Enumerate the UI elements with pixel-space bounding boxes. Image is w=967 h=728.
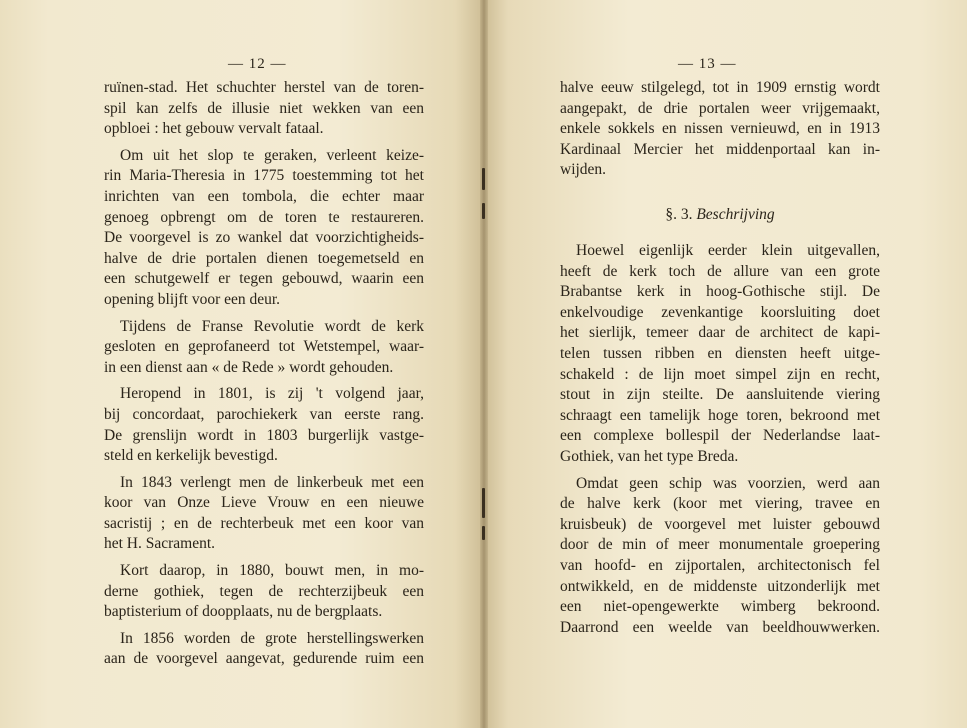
text-line: van hoofd- en zijportalen, architectonisch fel [560,556,880,574]
text-line: enkele sokkels en nissen vernieuwd, en in 1913 [560,120,880,138]
left-page-text [104,78,424,670]
text-line: aangepakt, de drie portalen weer vrijgemaakt, [560,99,880,117]
text-line: heeft de kerk toch de allure van een grote [560,262,880,280]
text-line: schakeld : de lijn moet simpel zijn en recht, [560,365,880,383]
text-line: Gothiek, van het type Breda. [560,447,739,465]
text-line: baptisterium of doopplaats, nu de bergplaats. [104,603,383,621]
paragraph [104,146,424,311]
text-line: inrichten van een tombola, die echter maar [104,187,424,205]
text-line: door de min of meer monumentale groepering [560,536,880,554]
text-line: De voorgevel is zo wankel dat voorzichtigheids- [104,229,424,247]
text-line: telen tussen ribben en diensten heeft uitge- [560,344,880,362]
paragraph [104,561,424,623]
text-line: schraagt een tamelijk hoge toren, bekroond met [560,406,880,424]
text-line: Hoewel eigenlijk eerder klein uitgevallen, [576,242,880,259]
text-line: halve eeuw stilgelegd, tot in 1909 ernstig wordt [560,79,880,96]
text-line: wijden. [560,161,607,179]
text-line: ruïnen-stad. Het schuchter herstel van de toren- [104,79,424,96]
text-line: De grenslijn wordt in 1803 burgerlijk vastge- [104,426,424,444]
text-line: In 1843 verlengt men de linkerbeuk met een [120,473,424,491]
right-page-continuation-text [560,78,880,181]
text-line: Brabantse kerk in hoog-Gothische stijl. De [560,283,880,301]
text-line: enkelvoudige zevenkantige koorsluiting doet [560,303,880,321]
text-line: Daarrond een weelde van beeldhouwwerken. [560,618,880,636]
paragraph [104,629,424,670]
text-line: opening blijft voor een deur. [104,290,281,308]
text-line: in een dienst aan « de Rede » wordt gehouden. [104,358,394,376]
text-line: Om uit het slop te geraken, verleent keize- [120,146,424,164]
text-line: genoeg opbrengt om de toren te restaureren. [104,208,424,226]
text-line: opbloei : het gebouw vervalt fataal. [104,120,324,138]
binding-stitch [482,526,485,540]
book-gutter [480,0,488,728]
section-title: Beschrijving [696,206,775,223]
text-line: stout in zijn steilte. De aansluitende viering [560,386,880,404]
text-line: kruisbeuk) de voorgevel met luister gebouwd [560,515,880,533]
text-line: aan de voorgevel aangevat, gedurende ruim een [104,650,424,668]
text-line: In 1856 worden de grote herstellingswerken [120,629,424,647]
text-line: derne gothiek, tegen de rechterzijbeuk een [104,582,424,600]
text-line: ontwikkeld, en de middenste uitzonderlijk met [560,577,880,595]
binding-stitch [482,488,485,518]
text-line: halve de drie portalen dienen toegemetseld en [104,249,424,267]
paragraph [104,473,424,555]
paragraph [104,317,424,379]
text-line: koor van Onze Lieve Vrouw en een nieuwe [104,494,424,512]
text-line: een niet-opengewerkte wimberg bekroond. [560,598,880,616]
text-line: steld en kerkelijk bevestigd. [104,447,278,465]
binding-stitch [482,203,485,219]
text-line: Kardinaal Mercier het middenportaal kan in- [560,140,880,158]
text-line: Heropend in 1801, is zij 't volgend jaar, [120,385,424,403]
text-line: het H. Sacrament. [104,535,216,553]
section-heading [560,206,880,224]
paragraph [560,474,880,639]
binding-stitch [482,168,485,190]
right-page-body-text [560,241,880,638]
text-line: sacristij ; en de rechterbeuk met een koor van [104,514,424,532]
text-line: Omdat geen schip was voorzien, werd aan [576,474,880,492]
left-page-number: — 12 — [228,56,287,72]
text-line: een complexe bollespil der Nederlandse laat- [560,427,880,445]
text-line: Tijdens de Franse Revolutie wordt de kerk [120,317,424,335]
section-number: §. 3. [665,206,693,223]
paragraph [104,384,424,466]
text-line: rin Maria-Theresia in 1775 toestemming tot het [104,167,424,185]
text-line: bij concordaat, parochiekerk van eerste rang. [104,405,424,423]
text-line: het sierlijk, temeer daar de architect de kapi- [560,324,880,342]
paragraph [104,78,424,140]
right-page [484,0,967,728]
text-line: gesloten en geprofaneerd tot Wetstempel, waar- [104,338,424,356]
right-page-number: — 13 — [678,56,737,72]
text-line: spil kan zelfs de illusie niet wekken van een [104,99,424,117]
text-line: een schutgewelf er tegen gebouwd, waarin een [104,270,424,288]
paragraph [560,241,880,468]
text-line: Kort daarop, in 1880, bouwt men, in mo- [120,562,424,580]
text-line: de halve kerk (koor met viering, travee en [560,495,880,513]
